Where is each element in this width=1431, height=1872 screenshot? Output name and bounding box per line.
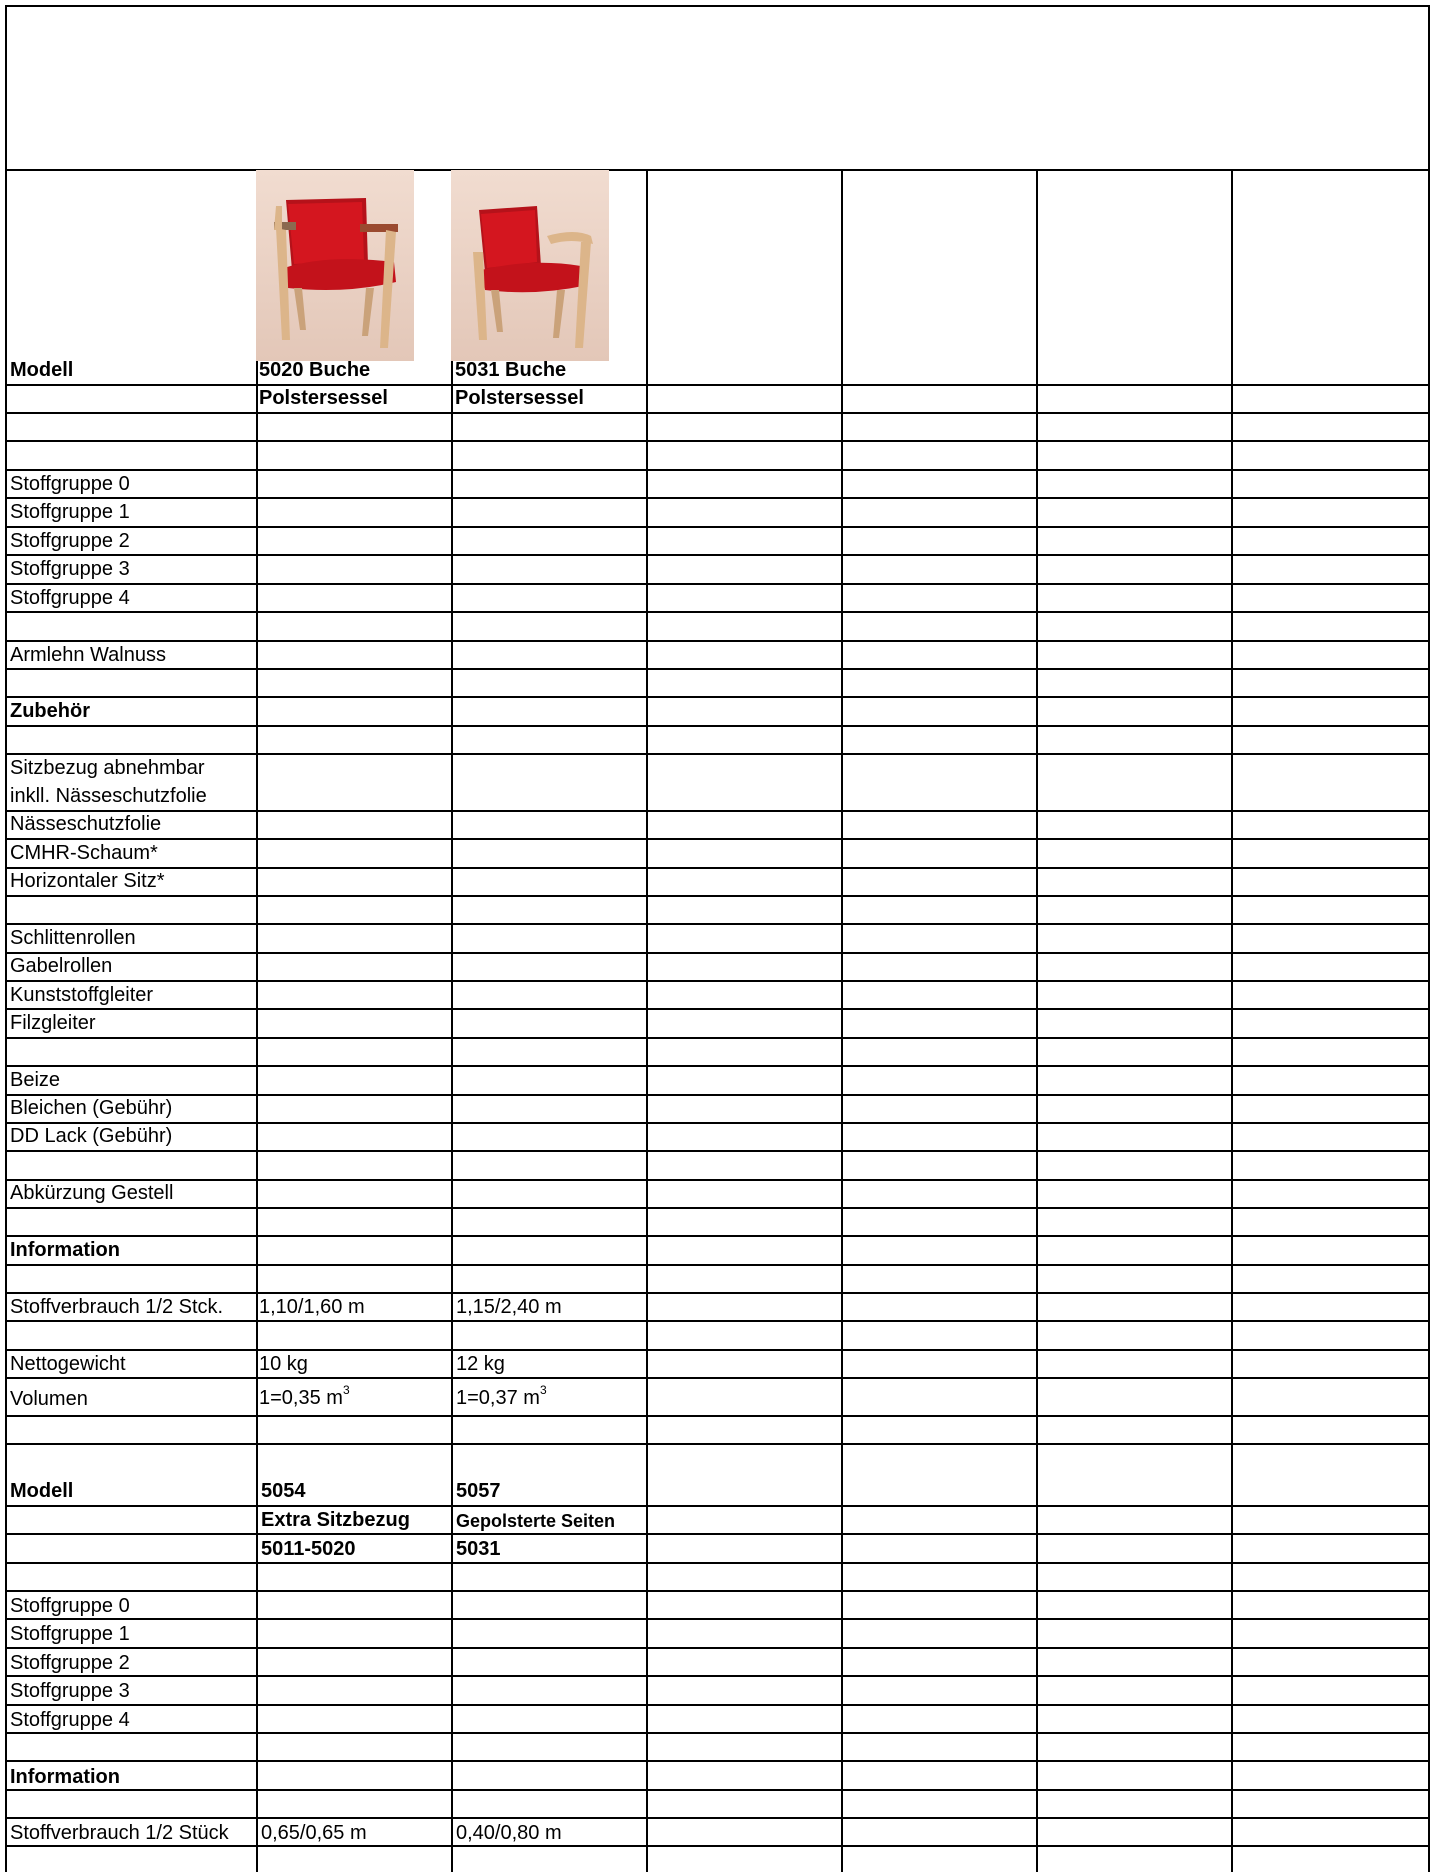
type-5020: Polstersessel bbox=[259, 387, 388, 409]
label-filzgleiter: Filzgleiter bbox=[10, 1012, 96, 1034]
label-modell-2: Modell bbox=[10, 1480, 74, 1502]
row-divider bbox=[7, 838, 1430, 840]
row-divider bbox=[7, 725, 1430, 727]
label-stoffgruppe-3-b: Stoffgruppe 3 bbox=[10, 1680, 130, 1702]
sheet-top-border bbox=[5, 5, 1430, 7]
label-bleichen: Bleichen (Gebühr) bbox=[10, 1097, 173, 1119]
label-information-2: Information bbox=[10, 1766, 120, 1788]
row-divider bbox=[7, 1817, 1430, 1819]
label-stoffgruppe-0: Stoffgruppe 0 bbox=[10, 473, 130, 495]
volumen-5031-unit-exponent: 3 bbox=[539, 1383, 547, 1398]
label-volumen: Volumen bbox=[10, 1388, 88, 1410]
row-divider bbox=[7, 810, 1430, 812]
volumen-5031-value: 1=0,37 m bbox=[456, 1387, 540, 1409]
label-armlehn: Armlehn Walnuss bbox=[10, 644, 166, 666]
row-divider bbox=[7, 1845, 1430, 1847]
model-5031: 5031 Buche bbox=[455, 359, 567, 381]
ref-5057: 5031 bbox=[456, 1538, 501, 1560]
volumen-5020-value: 1=0,35 m bbox=[259, 1387, 343, 1409]
label-stoffgruppe-4: Stoffgruppe 4 bbox=[10, 587, 130, 609]
stoffverbrauch-5020: 1,10/1,60 m bbox=[259, 1296, 365, 1318]
row-divider bbox=[7, 1732, 1430, 1734]
row-divider bbox=[7, 980, 1430, 982]
desc-5057: Gepolsterte Seiten bbox=[456, 1511, 616, 1531]
label-zubehoer: Zubehör bbox=[10, 700, 90, 722]
label-stoffgruppe-3: Stoffgruppe 3 bbox=[10, 558, 130, 580]
row-divider bbox=[7, 440, 1430, 442]
column-divider bbox=[1036, 170, 1038, 1872]
row-divider bbox=[7, 1443, 1430, 1445]
column-divider bbox=[451, 361, 453, 1872]
label-stoffgruppe-1: Stoffgruppe 1 bbox=[10, 501, 130, 523]
row-divider bbox=[7, 1292, 1430, 1294]
row-divider bbox=[7, 1235, 1430, 1237]
row-divider bbox=[7, 1789, 1430, 1791]
model-5054: 5054 bbox=[261, 1480, 306, 1502]
row-divider bbox=[7, 1415, 1430, 1417]
model-5020: 5020 Buche bbox=[259, 359, 371, 381]
stoffverbrauch-5054: 0,65/0,65 m bbox=[261, 1822, 367, 1844]
row-divider bbox=[7, 526, 1430, 528]
label-modell: Modell bbox=[10, 359, 74, 381]
label-stoffgruppe-1-b: Stoffgruppe 1 bbox=[10, 1623, 130, 1645]
row-divider bbox=[7, 1349, 1430, 1351]
row-divider bbox=[7, 1207, 1430, 1209]
row-divider bbox=[7, 1150, 1430, 1152]
model-5057: 5057 bbox=[456, 1480, 501, 1502]
column-divider bbox=[256, 361, 258, 1872]
label-sitzbezug-2: inkll. Nässeschutzfolie bbox=[10, 785, 207, 807]
row-divider bbox=[7, 696, 1430, 698]
label-kunststoffgleiter: Kunststoffgleiter bbox=[10, 984, 154, 1006]
label-information: Information bbox=[10, 1239, 120, 1261]
row-divider bbox=[7, 1122, 1430, 1124]
row-divider bbox=[7, 1037, 1430, 1039]
label-naesseschutzfolie: Nässeschutzfolie bbox=[10, 813, 162, 835]
label-beize: Beize bbox=[10, 1069, 61, 1091]
column-divider bbox=[1231, 170, 1233, 1872]
row-divider bbox=[7, 640, 1430, 642]
row-divider bbox=[7, 1562, 1430, 1564]
volumen-5020 bbox=[259, 1383, 350, 1409]
row-divider bbox=[7, 1675, 1430, 1677]
nettogewicht-5031: 12 kg bbox=[456, 1353, 505, 1375]
column-divider bbox=[841, 170, 843, 1872]
row-divider bbox=[7, 1377, 1430, 1379]
header-bottom-border bbox=[5, 169, 1430, 171]
row-divider bbox=[7, 1179, 1430, 1181]
volumen-5031 bbox=[456, 1383, 547, 1409]
label-schlittenrollen: Schlittenrollen bbox=[10, 927, 136, 949]
label-gabelrollen: Gabelrollen bbox=[10, 955, 113, 977]
row-divider bbox=[7, 923, 1430, 925]
row-divider bbox=[7, 867, 1430, 869]
label-abkuerzung: Abkürzung Gestell bbox=[10, 1182, 174, 1204]
stoffverbrauch-5031: 1,15/2,40 m bbox=[456, 1296, 562, 1318]
product-photo-5020 bbox=[256, 170, 414, 361]
row-divider bbox=[7, 1094, 1430, 1096]
desc-5054: Extra Sitzbezug bbox=[261, 1509, 410, 1531]
label-stoffgruppe-4-b: Stoffgruppe 4 bbox=[10, 1709, 130, 1731]
label-sitzbezug-1: Sitzbezug abnehmbar bbox=[10, 757, 205, 779]
label-stoffverbrauch: Stoffverbrauch 1/2 Stck. bbox=[10, 1296, 224, 1318]
label-horizontal: Horizontaler Sitz* bbox=[10, 870, 165, 892]
row-divider bbox=[7, 1590, 1430, 1592]
label-nettogewicht: Nettogewicht bbox=[10, 1353, 126, 1375]
row-divider bbox=[7, 1065, 1430, 1067]
row-divider bbox=[7, 412, 1430, 414]
label-stoffgruppe-2-b: Stoffgruppe 2 bbox=[10, 1652, 130, 1674]
row-divider bbox=[7, 895, 1430, 897]
row-divider bbox=[7, 554, 1430, 556]
row-divider bbox=[7, 753, 1430, 755]
row-divider bbox=[7, 469, 1430, 471]
label-cmhr: CMHR-Schaum* bbox=[10, 842, 158, 864]
row-divider bbox=[7, 1533, 1430, 1535]
label-stoffgruppe-2: Stoffgruppe 2 bbox=[10, 530, 130, 552]
label-ddlack: DD Lack (Gebühr) bbox=[10, 1125, 173, 1147]
row-divider bbox=[7, 1704, 1430, 1706]
nettogewicht-5020: 10 kg bbox=[259, 1353, 308, 1375]
row-divider bbox=[7, 1618, 1430, 1620]
row-divider bbox=[7, 497, 1430, 499]
row-divider bbox=[7, 1505, 1430, 1507]
ref-5054: 5011-5020 bbox=[261, 1538, 356, 1560]
row-divider bbox=[7, 1760, 1430, 1762]
row-divider bbox=[7, 1008, 1430, 1010]
row-divider bbox=[7, 952, 1430, 954]
stoffverbrauch-5057: 0,40/0,80 m bbox=[456, 1822, 562, 1844]
label-stoffgruppe-0-b: Stoffgruppe 0 bbox=[10, 1595, 130, 1617]
column-divider bbox=[646, 170, 648, 1872]
row-divider bbox=[7, 1320, 1430, 1322]
product-photo-5031 bbox=[451, 170, 609, 361]
row-divider bbox=[7, 384, 1430, 386]
row-divider bbox=[7, 1264, 1430, 1266]
row-divider bbox=[7, 1647, 1430, 1649]
label-stoffverbrauch-2: Stoffverbrauch 1/2 Stück bbox=[10, 1822, 229, 1844]
row-divider bbox=[7, 668, 1430, 670]
volumen-5020-unit-exponent: 3 bbox=[342, 1383, 350, 1398]
type-5031: Polstersessel bbox=[455, 387, 584, 409]
row-divider bbox=[7, 583, 1430, 585]
row-divider bbox=[7, 611, 1430, 613]
